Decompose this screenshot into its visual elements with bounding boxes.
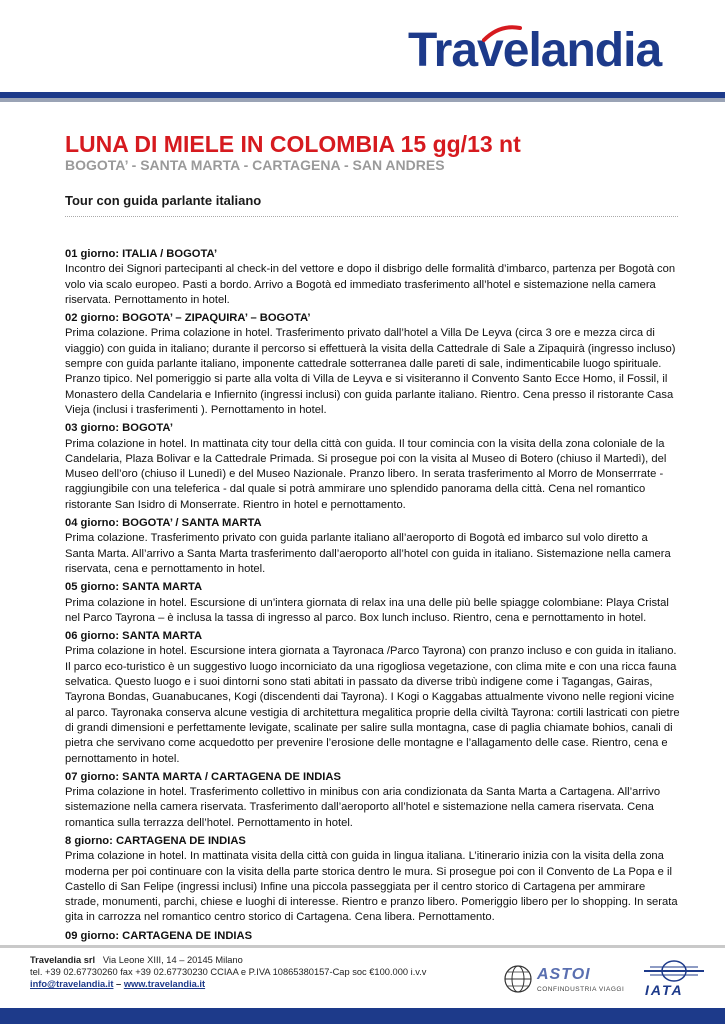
day-title: 8 giorno: CARTAGENA DE INDIAS bbox=[65, 834, 246, 847]
company-name: Travelandia srl bbox=[30, 955, 96, 965]
day-item bbox=[65, 834, 680, 926]
footer-bar bbox=[0, 1008, 725, 1024]
day-description: Prima colazione. Trasferimento privato con guida parlante italiano all’aeroporto di Bogotà ed imbarco sul volo diretto a Santa Marta. All’arrivo a Santa Marta trasferimento dall’aeroporto all’hotel con guida in italiano. Sistemazione nella camera riservata, cena e pernottamento in hotel. bbox=[65, 532, 671, 575]
day-title: 01 giorno: ITALIA / BOGOTA’ bbox=[65, 248, 218, 260]
day-description: Prima colazione in hotel. Escursione di un’intera giornata di relax ina una delle più belle spiagge colombiane: Playa Cristal nel Parco Tayrona – è inclusa la tassa di ingresso al parco. Box lunch incluso. Rientro, cena e pernottamento in hotel. bbox=[65, 596, 669, 624]
route-subtitle: BOGOTA’ - SANTA MARTA - CARTAGENA - SAN ANDRES bbox=[65, 157, 445, 173]
header-divider-secondary bbox=[0, 98, 725, 102]
day-title: 03 giorno: BOGOTA’ bbox=[65, 422, 173, 435]
day-description: Prima colazione in hotel. In mattinata city tour della città con guida. Il tour comincia con la visita della zona coloniale de la Candelaria, Plaza Bolivar e la Cattedrale Primada. Si prosegue poi con la visita al Museo di Botero (chiuso il Martedì), del Museo dell’oro (chiuso il Lunedì) e del Museo Nazionale. Pranzo libero. In serata trasferimento al Morro de Monserrrate - raggiungibile con una teleferica - dal quale si potrà ammirare uno splendido panorama della città. Cena nel romantico ristorante San Isidro di Monserrate. Rientro in hotel e pernottamento. bbox=[65, 437, 667, 511]
company-address: Via Leone XIII, 14 – 20145 Milano bbox=[102, 955, 243, 965]
day-item bbox=[65, 580, 680, 626]
dotted-divider bbox=[65, 216, 678, 217]
website-link[interactable]: www.travelandia.it bbox=[123, 979, 206, 989]
logo-swoosh-icon bbox=[482, 24, 522, 44]
company-contacts: tel. +39 02.67730260 fax +39 02.67730230 CCIAA e P.IVA 10865380157-Cap soc €100.000 i.v.v bbox=[30, 967, 427, 977]
email-link[interactable]: info@travelandia.it bbox=[30, 979, 114, 989]
link-separator: – bbox=[113, 979, 124, 989]
day-item bbox=[65, 629, 680, 767]
iata-globe-icon bbox=[640, 960, 708, 982]
day-item bbox=[65, 247, 680, 308]
itinerary bbox=[65, 247, 680, 947]
astoi-logo-subtitle: CONFINDUSTRIA VIAGGI bbox=[537, 986, 625, 993]
iata-logo-text: IATA bbox=[645, 982, 684, 998]
footer-company-info bbox=[30, 954, 500, 990]
day-title: 09 giorno: CARTAGENA DE INDIAS bbox=[65, 929, 253, 942]
astoi-logo-text: ASTOI bbox=[537, 966, 591, 983]
day-description: Prima colazione. Prima colazione in hotel. Trasferimento privato dall’hotel a Villa De Leyva (circa 3 ore e mezza circa di viaggio) con guida in italiano; durante il percorso si effettuerà la visita della Cattedrale di Sale a Zipaquirà (ingresso incluso) sempre con guida parlante italiano, imponente cattedrale sotterranea dalle pareti di sale, indimenticabile luogo spirituale. Pranzo tipico. Nel pomeriggio si parte alla volta di Villa de Leyva e si visiteranno il Convento Santo Ecce Homo, il Fossil, il Monastero della Candelaria e Infiernito (ingressi inclusi) con guida parlante italiano. Rientro. Cena presso il ristorante Casa Vieja (inclusi i trasferimenti ). Pernottamento in hotel. bbox=[65, 327, 676, 416]
day-title: 06 giorno: SANTA MARTA bbox=[65, 630, 203, 643]
document-title: LUNA DI MIELE IN COLOMBIA 15 gg/13 nt bbox=[65, 131, 521, 157]
day-item bbox=[65, 516, 680, 577]
tour-type-label: Tour con guida parlante italiano bbox=[65, 193, 262, 208]
footer-divider bbox=[0, 945, 725, 948]
day-title: 07 giorno: SANTA MARTA / CARTAGENA DE INDIAS bbox=[65, 770, 341, 783]
day-item bbox=[65, 929, 680, 944]
day-item bbox=[65, 421, 680, 513]
day-item bbox=[65, 770, 680, 831]
day-description: Incontro dei Signori partecipanti al check-in del vettore e dopo il disbrigo delle formalità d’imbarco, partenza per Bogotà con volo via scalo europeo. Pasti a bordo. Arrivo a Bogotà ed immediato trasferimento all’hotel e sistemazione nella camera riservata. Pernottamento in hotel. bbox=[65, 263, 676, 306]
day-item bbox=[65, 311, 680, 418]
day-description: Prima colazione in hotel. Escursione intera giornata a Tayronaca /Parco Tayrona) con pranzo incluso e con guida in italiano. Il parco eco-turistico è un suggestivo luogo incorniciato da una rigogliosa vegetazione, con clima mite e con una ricca fauna selvatica. Questo luogo e i suoi dintorni sono stati abitati in passato da diverse tribù indigene come i Tagangas, Gairas, Tayrona Bondas, Guanabucanes, Kogi (discendenti dai Tayrona). I Kogi o Kaggabas attualmente vivono nelle regioni vicine al parco. Tayronaka conserva alcune vestigia di architettura megalitica proprie della civiltà Tayrona: cortili lastricati con pietre di grandi dimensioni e perfettamente levigate, scalinate per salire sulla montagna, case di paglia chiamate bohios, canali di pietra che servivano come acquedotto per prevenire l’erosione delle montagne e l’allagamento delle case. Rientro, cena e pernottamento in hotel. bbox=[65, 645, 680, 765]
day-description: Prima colazione in hotel. In mattinata visita della città con guida in lingua italiana. L’itinerario inizia con la visita della zona moderna per poi continuare con la visita della parte storica dentro le mura. Si prosegue poi con il Convento de La Popa e il Castello di San Felipe (ingressi inclusi) Infine una piccola passeggiata per il centro storico di Cartagena per ammirare strade, monumenti, parchi, chiese e luoghi di interesse. Rientro e pranzo libero. Pomeriggio libero per lo shopping. In serata gita in carrozza nel romantico centro storico di Cartagena. Cena libera. Pernottamento. bbox=[65, 850, 678, 924]
day-title: 02 giorno: BOGOTA’ – ZIPAQUIRA’ – BOGOTA’ bbox=[65, 312, 311, 325]
day-title: 05 giorno: SANTA MARTA bbox=[65, 581, 203, 594]
day-description: Prima colazione in hotel. Trasferimento collettivo in minibus con aria condizionata da Santa Marta a Cartagena. All’arrivo sistemazione nella camera riservata. Trasferimento dall’aeroporto all’hotel e sistemazione nella camera riservata. Cena romantica sulla terrazza dell’hotel. Pernottamento in hotel. bbox=[65, 786, 661, 829]
travelandia-logo: Travelandia bbox=[408, 24, 662, 77]
day-title: 04 giorno: BOGOTA’ / SANTA MARTA bbox=[65, 517, 262, 530]
astoi-globe-icon bbox=[502, 963, 534, 995]
